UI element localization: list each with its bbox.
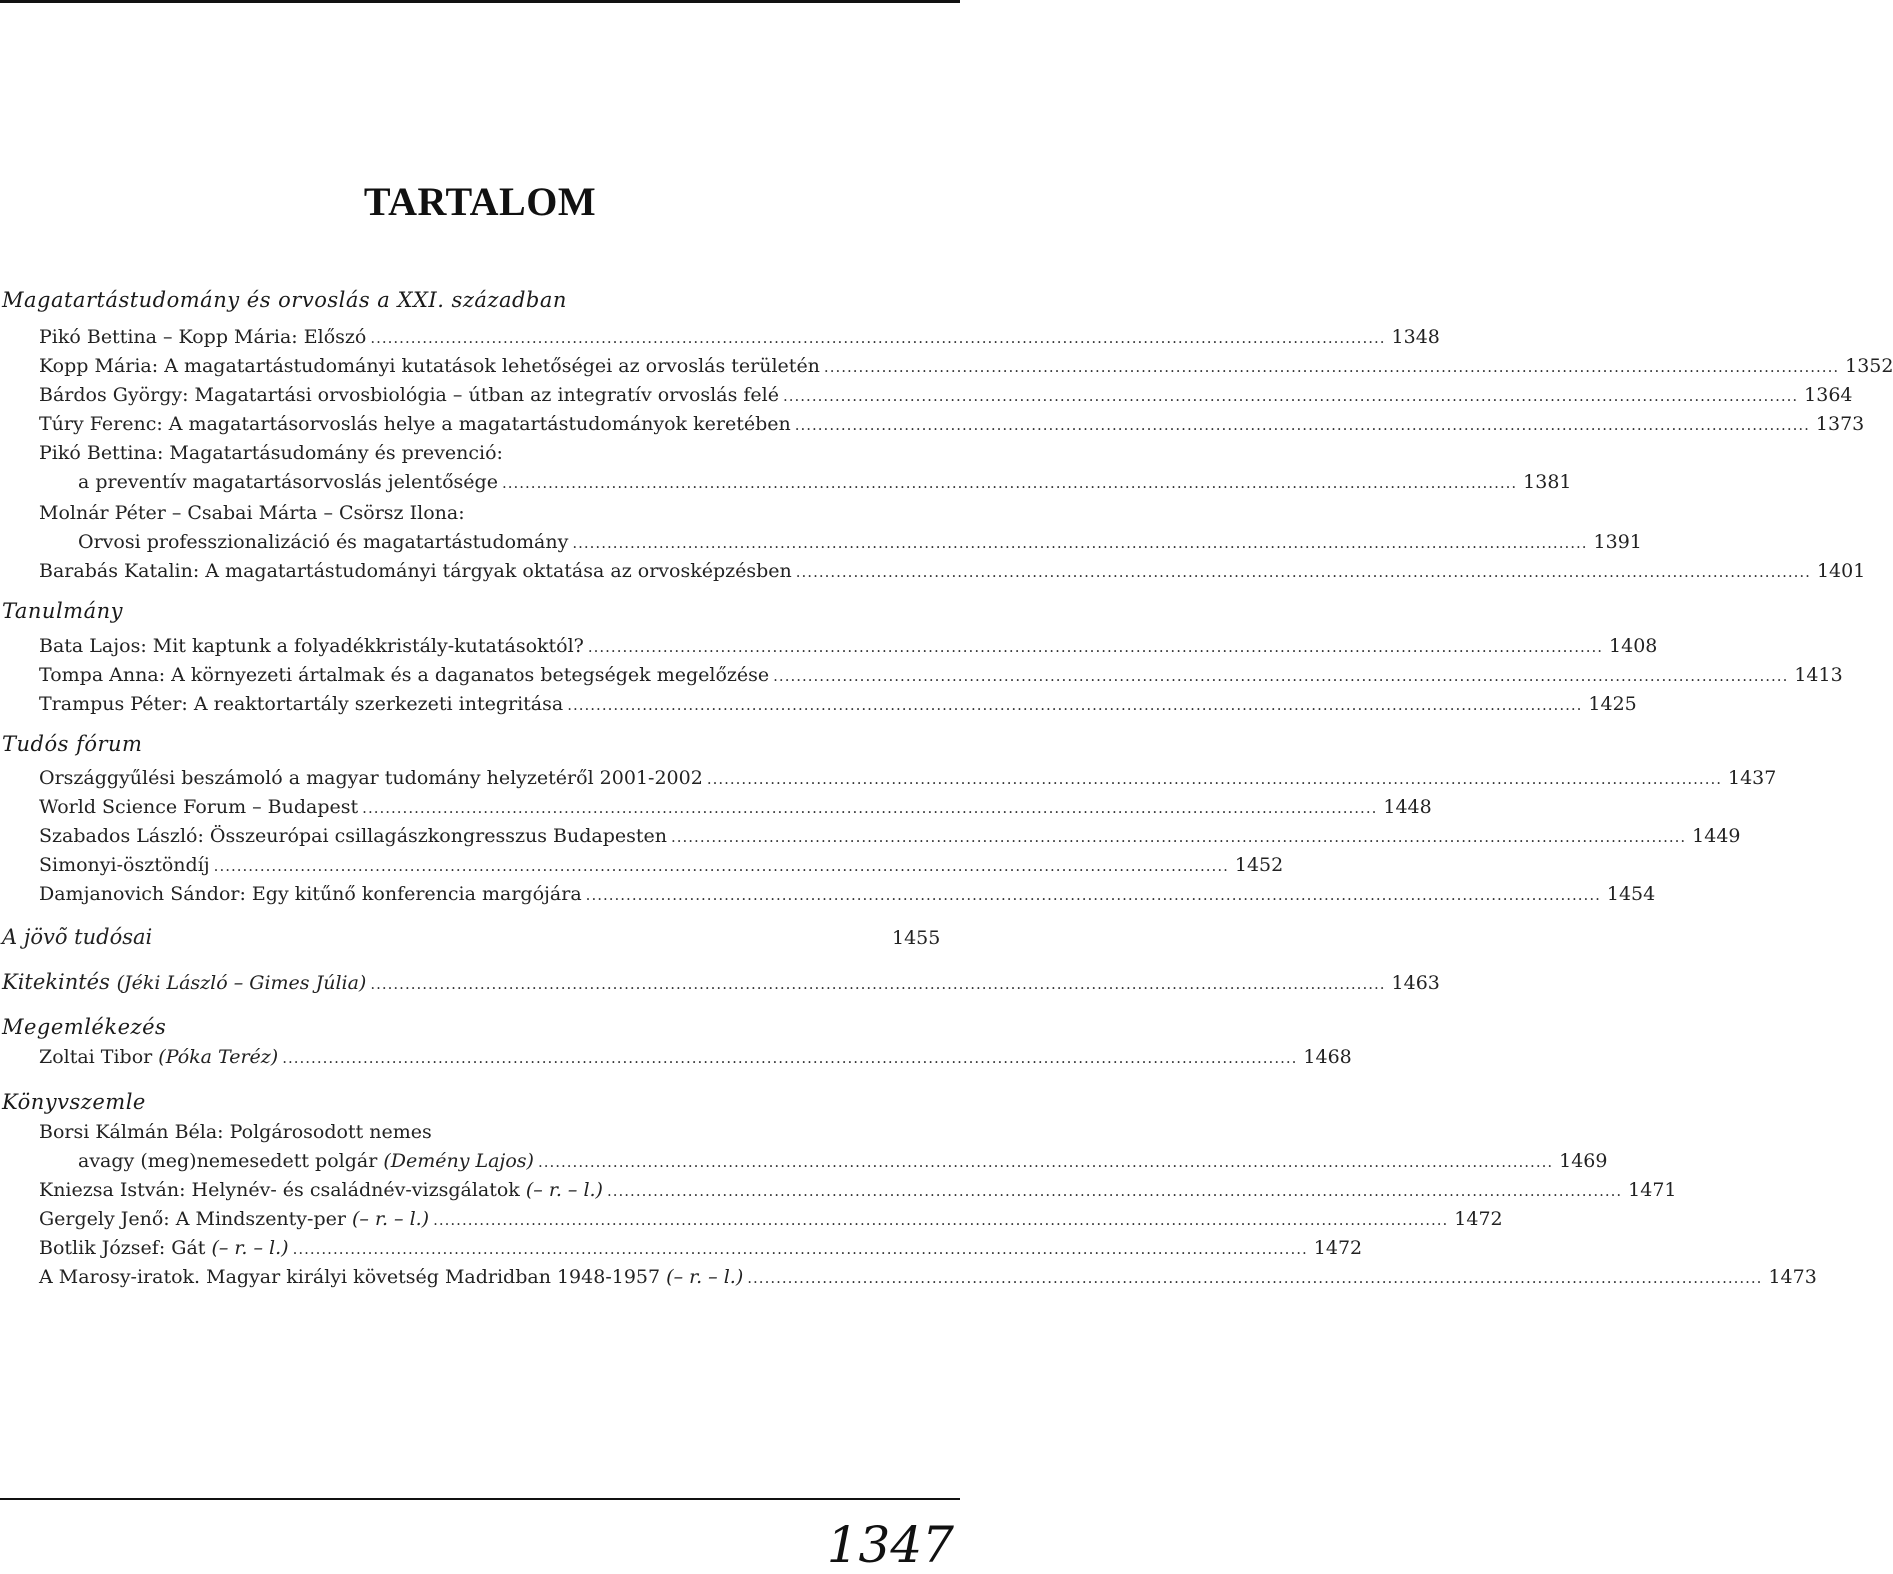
toc-entry[interactable]: Orvosi professzionalizáció és magatartástudomány ..... 1391 xyxy=(0,531,940,553)
section-heading: Tanulmány xyxy=(2,599,123,623)
reviewer: (– r. – l.) xyxy=(352,1208,430,1230)
dot-leader xyxy=(607,1182,1622,1200)
page-number: 1381 xyxy=(1523,471,1572,493)
reviewer: (Póka Teréz) xyxy=(158,1046,279,1068)
section-authors: (Jéki László – Gimes Júlia) xyxy=(116,972,367,994)
toc-entry[interactable]: Trampus Péter: A reaktortartály szerkezeti integritása ..... 1425 xyxy=(0,693,940,715)
toc-entry[interactable]: avagy (meg)nemesedett polgár (Demény Lajos) ..... 1469 xyxy=(0,1150,940,1172)
dot-leader xyxy=(671,828,1686,846)
page-number: 1448 xyxy=(1383,796,1432,818)
toc-entry-first-line[interactable]: Pikó Bettina: Magatartásudomány és prevenció: xyxy=(39,442,503,464)
toc-entry[interactable]: Kopp Mária: A magatartástudományi kutatások lehetőségei az orvoslás területén ..... 1352 xyxy=(0,355,940,377)
toc-entry[interactable]: Tompa Anna: A környezeti ártalmak és a daganatos betegségek megelőzése ..... 1413 xyxy=(0,664,940,686)
page-number: 1469 xyxy=(1559,1150,1608,1172)
page-number: 1473 xyxy=(1768,1266,1817,1288)
toc-entry[interactable]: Simonyi-ösztöndíj ..... 1452 xyxy=(0,854,940,876)
toc-entry[interactable]: Gergely Jenő: A Mindszenty-per (– r. – l.) ..... 1472 xyxy=(0,1208,940,1230)
reviewer: (– r. – l.) xyxy=(525,1179,603,1201)
toc-entry[interactable]: Túry Ferenc: A magatartásorvoslás helye a magatartástudományok keretében ..... 1373 xyxy=(0,413,940,435)
dot-leader xyxy=(572,534,1587,552)
dot-leader xyxy=(362,799,1377,817)
dot-leader xyxy=(433,1211,1448,1229)
page-title: TARTALOM xyxy=(363,179,597,224)
dot-leader xyxy=(707,770,1722,788)
page-number: 1373 xyxy=(1815,413,1865,435)
page-number: 1408 xyxy=(1609,635,1658,657)
section-heading: Tudós fórum xyxy=(2,732,143,756)
page-number: 1437 xyxy=(1728,767,1777,789)
dot-leader xyxy=(586,886,1601,904)
toc-entry[interactable]: Bárdos György: Magatartási orvosbiológia – útban az integratív orvoslás felé ..... 1364 xyxy=(0,384,940,406)
page-number: 1454 xyxy=(1606,883,1656,905)
toc-entry[interactable]: Botlik József: Gát (– r. – l.) ..... 1472 xyxy=(0,1237,940,1259)
dot-leader xyxy=(773,667,1788,685)
page-number: 1472 xyxy=(1313,1237,1363,1259)
page-number: 1391 xyxy=(1593,531,1642,553)
dot-leader xyxy=(370,329,1385,347)
dot-leader xyxy=(502,474,1517,492)
toc-section-entry[interactable] xyxy=(0,970,1440,994)
toc-entry[interactable]: a preventív magatartásorvoslás jelentősége ..... 1381 xyxy=(0,471,940,493)
page-number: 1449 xyxy=(1692,825,1741,847)
reviewer: (– r. – l.) xyxy=(211,1237,289,1259)
dot-leader xyxy=(567,696,1582,714)
dot-leader xyxy=(370,975,1385,993)
folio-page-number: 1347 xyxy=(826,1516,954,1574)
reviewer: (Demény Lajos) xyxy=(383,1150,534,1172)
page-number: 1364 xyxy=(1804,384,1853,406)
section-heading: Kitekintés xyxy=(2,970,110,994)
page-number: 1463 xyxy=(1391,972,1440,994)
page-number: 1471 xyxy=(1628,1179,1677,1201)
page-number: 1472 xyxy=(1454,1208,1503,1230)
section-heading: Magatartástudomány és orvoslás a XXI. században xyxy=(2,288,567,312)
bottom-rule xyxy=(0,1498,960,1500)
section-heading: Könyvszemle xyxy=(2,1090,146,1114)
page-number: 1468 xyxy=(1303,1046,1352,1068)
toc-entry[interactable]: Damjanovich Sándor: Egy kitűnő konferencia margójára ..... 1454 xyxy=(0,883,940,905)
section-heading: Megemlékezés xyxy=(2,1015,167,1039)
dot-leader xyxy=(293,1240,1308,1258)
page-number: 1425 xyxy=(1588,693,1637,715)
page-number: 1348 xyxy=(1391,326,1440,348)
dot-leader xyxy=(214,857,1229,875)
toc-section-entry[interactable] xyxy=(0,925,940,949)
toc-entry[interactable]: World Science Forum – Budapest ..... 1448 xyxy=(0,796,940,818)
dot-leader xyxy=(824,358,1839,376)
reviewer: (– r. – l.) xyxy=(666,1266,744,1288)
top-rule xyxy=(0,0,960,3)
toc-entry[interactable]: Bata Lajos: Mit kaptunk a folyadékkristály-kutatásoktól? ..... 1408 xyxy=(0,635,940,657)
toc-entry[interactable]: Kniezsa István: Helynév- és családnév-vizsgálatok (– r. – l.) ..... 1471 xyxy=(0,1179,940,1201)
dot-leader xyxy=(538,1153,1553,1171)
toc-entry[interactable]: Zoltai Tibor (Póka Teréz) ..... 1468 xyxy=(0,1046,940,1068)
toc-entry[interactable]: Országgyűlési beszámoló a magyar tudomány helyzetéről 2001-2002 ..... 1437 xyxy=(0,767,940,789)
dot-leader xyxy=(795,416,1810,434)
toc-entry[interactable]: A Marosy-iratok. Magyar királyi követség Madridban 1948-1957 (– r. – l.) ..... 1473 xyxy=(0,1266,940,1288)
toc-entry[interactable]: Barabás Katalin: A magatartástudományi tárgyak oktatása az orvosképzésben ..... 1401 xyxy=(0,560,940,582)
page-number: 1455 xyxy=(892,927,941,949)
toc-entry[interactable]: Szabados László: Összeurópai csillagászkongresszus Budapesten ..... 1449 xyxy=(0,825,940,847)
page-number: 1413 xyxy=(1794,664,1843,686)
toc-entry-first-line[interactable]: Molnár Péter – Csabai Márta – Csörsz Ilona: xyxy=(39,502,465,524)
toc-entry-first-line[interactable]: Borsi Kálmán Béla: Polgárosodott nemes xyxy=(39,1121,432,1143)
toc-entry[interactable]: Pikó Bettina – Kopp Mária: Előszó ..... 1348 xyxy=(0,326,940,348)
page-number: 1352 xyxy=(1845,355,1893,377)
dot-leader xyxy=(783,387,1798,405)
page-number: 1452 xyxy=(1234,854,1284,876)
dot-leader xyxy=(588,638,1603,656)
dot-leader xyxy=(282,1049,1297,1067)
page-number: 1401 xyxy=(1816,560,1866,582)
dot-leader xyxy=(747,1269,1762,1287)
section-heading: A jövõ tudósai xyxy=(2,925,153,949)
dot-leader xyxy=(796,563,1811,581)
